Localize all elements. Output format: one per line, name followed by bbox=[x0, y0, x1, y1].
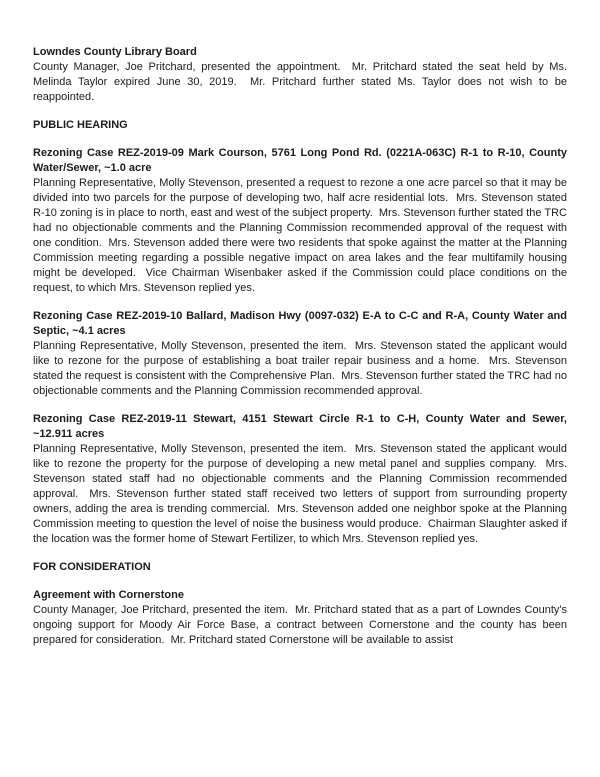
paragraph-rezoning-case-rez-2019-09: Planning Representative, Molly Stevenson, presented a request to rezone a one acre parcel so that it may be divided into two parcels for the purpose of developing two, half acre residential lots. Mrs. Stevenson stated R-10 zoning is in place to north, east and west of the subject property. Mrs. Stevenson further stated the TRC had no objectionable comments and the Planning Commission recommended approval of the request with one condition. Mrs. Stevenson added there were two residents that spoke against the matter at the Planning Commission meeting regarding a possible negative impact on area lakes and the fear multifamily housing might be developed. Vice Chairman Wisenbaker asked if the Commission could place conditions on the request, to which Mrs. Stevenson replied yes. bbox=[33, 177, 567, 294]
heading-rezoning-case-rez-2019-10: Rezoning Case REZ-2019-10 Ballard, Madison Hwy (0097-032) E-A to C-C and R-A, County Water and Septic, ~4.1 acres bbox=[33, 310, 567, 337]
paragraph-rezoning-case-rez-2019-10: Planning Representative, Molly Stevenson, presented the item. Mrs. Stevenson stated the applicant would like to rezone for the purpose of establishing a boat trailer repair business and a home. Mrs. Stevenson stated the request is consistent with the Comprehensive Plan. Mrs. Stevenson further stated the TRC had no objectionable comments and the Planning Commission recommended approval. bbox=[33, 340, 567, 397]
paragraph-rezoning-case-rez-2019-11: Planning Representative, Molly Stevenson, presented the item. Mrs. Stevenson stated the applicant would like to rezone the property for the purpose of developing a new metal panel and supplies company. Mrs. Stevenson stated staff had no objectionable comments and the Planning Commission recommended approval. Mrs. Stevenson further stated staff received two letters of support from surrounding property owners, adding the area is trending commercial. Mrs. Stevenson added one neighbor spoke at the Planning Commission meeting to question the level of noise the business would produce. Chairman Slaughter asked if the location was the former home of Stewart Fertilizer, to which Mrs. Stevenson replied yes. bbox=[33, 443, 567, 545]
heading-library-board: Lowndes County Library Board bbox=[33, 46, 197, 58]
section-heading-public-hearing: PUBLIC HEARING bbox=[33, 119, 128, 131]
heading-rezoning-case-rez-2019-09: Rezoning Case REZ-2019-09 Mark Courson, 5761 Long Pond Rd. (0221A-063C) R-1 to R-10, County Water/Sewer, ~1.0 acre bbox=[33, 147, 567, 174]
paragraph-library-board: County Manager, Joe Pritchard, presented the appointment. Mr. Pritchard stated the seat held by Ms. Melinda Taylor expired June 30, 2019. Mr. Pritchard further stated Ms. Taylor does not wish to be reappointed. bbox=[33, 61, 567, 103]
heading-agreement-with-cornerstone: Agreement with Cornerstone bbox=[33, 589, 184, 601]
section-heading-for-consideration: FOR CONSIDERATION bbox=[33, 561, 151, 573]
paragraph-agreement-with-cornerstone: County Manager, Joe Pritchard, presented the item. Mr. Pritchard stated that as a part of Lowndes County's ongoing support for Moody Air Force Base, a contract between Cornerstone and the county has been prepared for consideration. Mr. Pritchard stated Cornerstone will be available to assist bbox=[33, 604, 567, 646]
heading-rezoning-case-rez-2019-11: Rezoning Case REZ-2019-11 Stewart, 4151 Stewart Circle R-1 to C-H, County Water and Sewer, ~12.911 acres bbox=[33, 413, 567, 440]
